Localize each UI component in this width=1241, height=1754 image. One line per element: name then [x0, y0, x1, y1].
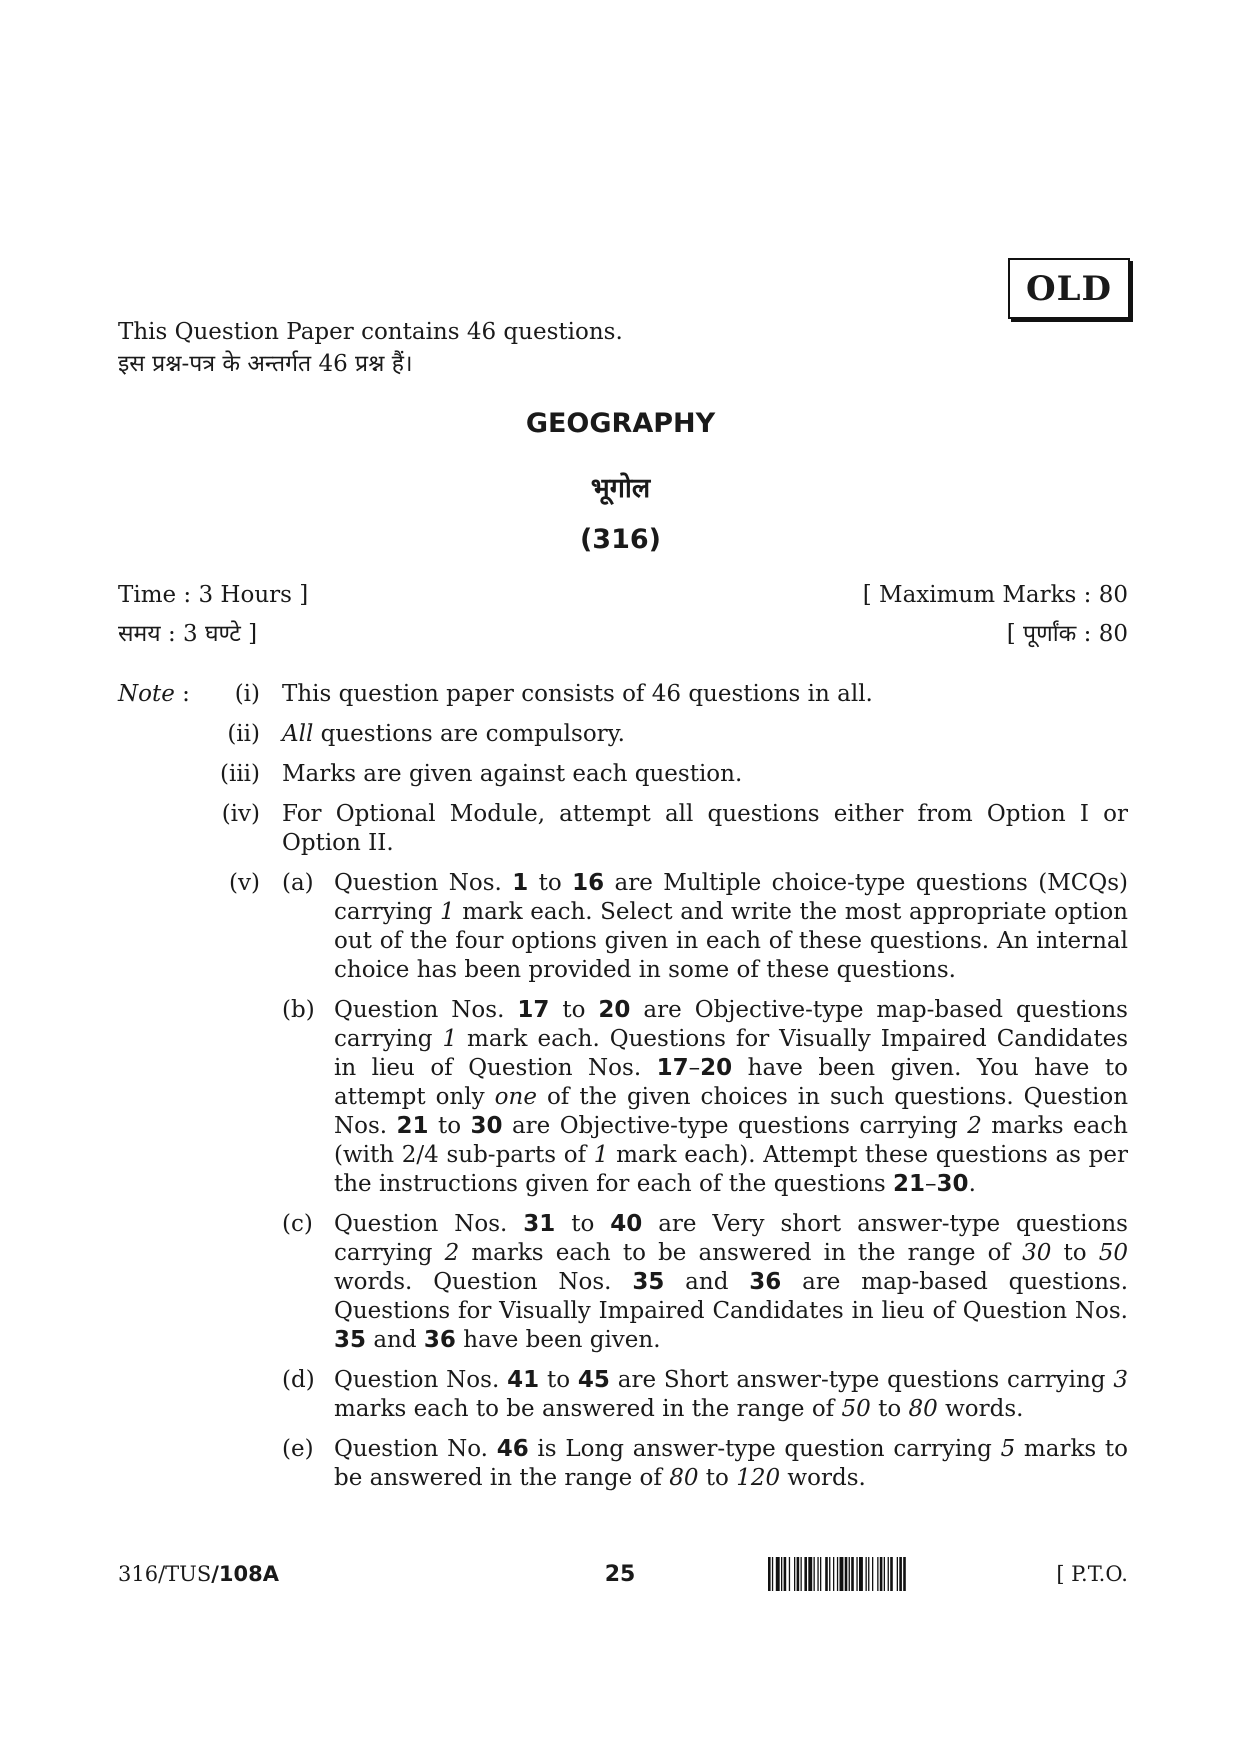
sub-letter: (c)	[282, 1211, 313, 1237]
barcode-bar	[776, 1557, 780, 1591]
note-label: Note :	[118, 681, 190, 707]
instructions-list	[118, 680, 1128, 1504]
note-item-v-d	[282, 1366, 1128, 1424]
barcode-bar	[859, 1557, 863, 1591]
note-item-iv	[118, 800, 1128, 858]
sub-letter: (e)	[282, 1436, 314, 1462]
barcode-bar	[789, 1557, 790, 1591]
paper-code: 316/TUS/108A	[118, 1562, 280, 1586]
marks-hi: [ पूर्णांक : 80	[1006, 621, 1128, 647]
barcode-bar	[851, 1557, 854, 1591]
subject-title-hi: भूगोल	[590, 473, 651, 504]
subject-title-en: GEOGRAPHY	[525, 408, 716, 439]
barcode-bar	[814, 1557, 815, 1591]
barcode-bar	[772, 1557, 773, 1591]
barcode-bar	[825, 1557, 828, 1591]
barcode-bar	[897, 1557, 898, 1591]
note-number: (v)	[229, 870, 260, 896]
note-item-v-a	[118, 869, 1128, 985]
barcode-bar	[768, 1557, 771, 1591]
intro-text	[118, 316, 623, 380]
sub-text-d: Question Nos. 41 to 45 are Short answer-type questions carrying 3 marks each to be answered in the range of 50 to 80 words.	[334, 1367, 1128, 1422]
note-item-v-e	[282, 1435, 1128, 1493]
barcode-bar	[797, 1557, 800, 1591]
note-item-v-b	[282, 996, 1128, 1199]
time-hi: समय : 3 घण्टे ]	[118, 621, 258, 647]
note-item-i	[118, 680, 1128, 709]
sub-letter: (a)	[282, 870, 314, 896]
barcode-bar	[808, 1557, 812, 1591]
note-item-iii	[118, 760, 1128, 789]
intro-hi: इस प्रश्न-पत्र के अन्तर्गत 46 प्रश्न हैं।	[118, 351, 413, 377]
barcode-bar	[849, 1557, 850, 1591]
barcode-bar	[840, 1557, 844, 1591]
barcode-bar	[890, 1557, 893, 1591]
sub-text-c: Question Nos. 31 to 40 are Very short answer-type questions carrying 2 marks each to be answered in the range of 30 to 50 words. Question Nos. 35 and 36 are map-based questions. Questions for Visually Impaired Candidates in lieu of Question Nos. 35 and 36 have been given.	[334, 1211, 1129, 1353]
sub-text-b: Question Nos. 17 to 20 are Objective-type map-based questions carrying 1 mark each. Questions for Visually Impaired Candidates in lieu of Question Nos. 17–20 have been given. You have to attempt only one of the given choices in such questions. Question Nos. 21 to 30 are Objective-type questions carrying 2 marks each (with 2/4 sub-parts of 1 mark each). Attempt these questions as per the instructions given for each of the questions 21–30.	[334, 997, 1129, 1197]
time-info	[118, 576, 308, 654]
barcode-bar	[804, 1557, 807, 1591]
barcode-bar	[817, 1557, 818, 1591]
pto-label: [ P.T.O.	[1056, 1562, 1128, 1586]
note-number: (ii)	[227, 721, 260, 747]
sub-letter: (b)	[282, 997, 315, 1023]
subject-code: (316)	[579, 524, 662, 555]
barcode-bar	[877, 1557, 878, 1591]
old-label-box: OLD	[1008, 258, 1130, 319]
barcode-bar	[837, 1557, 838, 1591]
sub-text-a: Question Nos. 1 to 16 are Multiple choice-type questions (MCQs) carrying 1 mark each. Select and write the most appropriate option out of the four options given in each of these questions. An internal choice has been provided in some of these questions.	[334, 870, 1129, 983]
barcode-bar	[880, 1557, 883, 1591]
note-item-v-c	[282, 1210, 1128, 1355]
note-number: (iii)	[219, 761, 260, 787]
barcode-bar	[884, 1557, 885, 1591]
barcode-bar	[801, 1557, 802, 1591]
note-number: (iv)	[221, 801, 260, 827]
marks-en: [ Maximum Marks : 80	[862, 582, 1128, 608]
barcode-bar	[781, 1557, 782, 1591]
note-text: For Optional Module, attempt all questions either from Option I or Option II.	[282, 801, 1128, 856]
note-text: Marks are given against each question.	[282, 761, 743, 787]
barcode-bar	[903, 1557, 906, 1591]
marks-info	[863, 576, 1128, 654]
barcode-bar	[888, 1557, 889, 1591]
note-text: All questions are compulsory.	[282, 721, 625, 747]
barcode-image	[768, 1557, 1030, 1591]
barcode-bar	[784, 1557, 787, 1591]
barcode-bar	[820, 1557, 821, 1591]
barcode-bar	[794, 1557, 795, 1591]
barcode-bar	[868, 1557, 869, 1591]
barcode-bar	[866, 1557, 867, 1591]
barcode-bar	[833, 1557, 834, 1591]
page-number: 25	[604, 1562, 636, 1587]
sub-text-e: Question No. 46 is Long answer-type question carrying 5 marks to be answered in the range of 80 to 120 words.	[334, 1436, 1129, 1491]
barcode-bar	[872, 1557, 873, 1591]
note-number: (i)	[234, 681, 260, 707]
barcode-bar	[856, 1557, 857, 1591]
time-en: Time : 3 Hours ]	[118, 582, 309, 608]
intro-en: This Question Paper contains 46 questions.	[118, 319, 623, 345]
barcode-bar	[845, 1557, 848, 1591]
sub-letter: (d)	[282, 1367, 315, 1393]
barcode-bar	[829, 1557, 830, 1591]
barcode-bar	[899, 1557, 902, 1591]
note-text: This question paper consists of 46 questions in all.	[282, 681, 873, 707]
note-item-ii	[118, 720, 1128, 749]
